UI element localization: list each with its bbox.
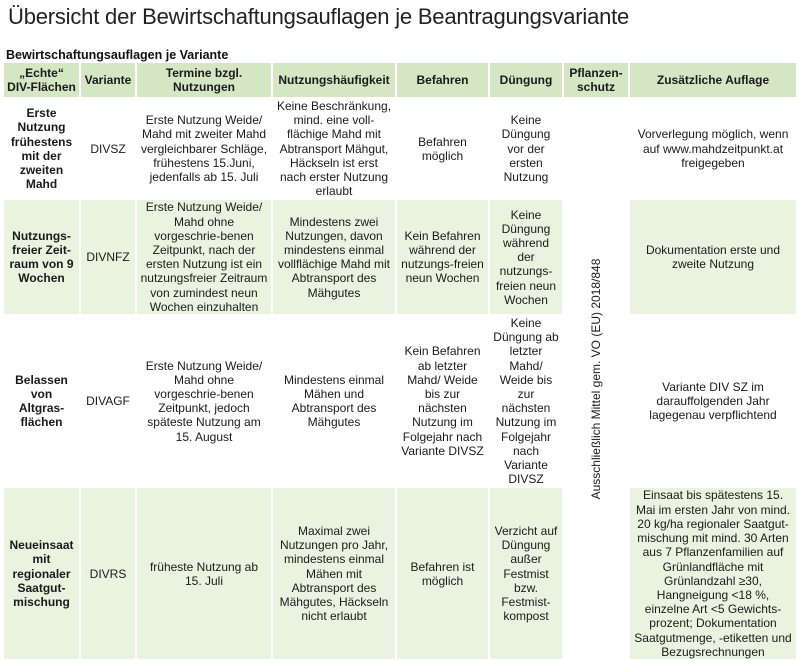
pflanzenschutz-cell (563, 98, 629, 660)
row-haeufigkeit: Keine Beschränkung, mind. eine voll-flächige Mahd mit Abtransport Mähgut, Häckseln ist erst nach erster Nutzung erlaubt (272, 98, 396, 199)
row-variante: DIVRS (80, 487, 136, 659)
row-auflage: Vorverlegung möglich, wenn auf www.mahdzeitpunkt.at freigegeben (629, 98, 796, 199)
row-duengung: Verzicht auf Düngung außer Festmist bzw. Festmist-kompost (489, 487, 563, 659)
table-caption: Bewirtschaftungsauflagen je Variante (6, 48, 229, 62)
row-flaeche: Neueinsaat mit regionaler Saatgut-mischung (4, 487, 80, 659)
row-befahren: Befahren möglich (396, 98, 489, 199)
row-haeufigkeit: Maximal zwei Nutzungen pro Jahr, mindestens einmal Mähen mit Abtransport des Mähgutes, Häckseln nicht erlaubt (272, 487, 396, 659)
row-auflage: Variante DIV SZ im darauffolgenden Jahr lagegenau verpflichtend (629, 315, 796, 487)
header-befahren: Befahren (396, 63, 489, 98)
header-haeufigkeit: Nutzungshäufigkeit (272, 63, 396, 98)
row-befahren: Kein Befahren ab letzter Mahd/ Weide bis zur nächsten Nutzung im Folgejahr nach Variante DIVSZ (396, 315, 489, 487)
row-duengung: Keine Düngung vor der ersten Nutzung (489, 98, 563, 199)
header-duengung: Düngung (489, 63, 563, 98)
row-variante: DIVAGF (80, 315, 136, 487)
row-auflage: Einsaat bis spätestens 15. Mai im ersten Jahr von mind. 20 kg/ha regionaler Saatgut-mischung mit mind. 30 Arten aus 7 Pflanzenfamilien auf Grünlandfläche mit Grünlandzahl ≥30, Hangneigung <18 %, einzelne Art <5 Gewichts-prozent; Dokumentation Saatgutmenge, -etiketten und Bezugsrechnungen (629, 487, 796, 659)
row-befahren: Kein Befahren während der nutzungs-freien neun Wochen (396, 199, 489, 315)
row-variante: DIVSZ (80, 98, 136, 199)
header-pflanzenschutz: Pflanzen-schutz (563, 63, 629, 98)
table-row (4, 199, 796, 315)
pflanzenschutz-text: Ausschließlich Mittel gem. VO (EU) 2018/848 (588, 258, 603, 500)
row-haeufigkeit: Mindestens einmal Mähen und Abtransport des Mähgutes (272, 315, 396, 487)
header-variante: Variante (80, 63, 136, 98)
row-termine: Erste Nutzung Weide/ Mahd mit zweiter Mahd vergleichbarer Schläge, frühestens 15.Juni, jedenfalls ab 15. Juli (136, 98, 272, 199)
row-befahren: Befahren ist möglich (396, 487, 489, 659)
row-auflage: Dokumentation erste und zweite Nutzung (629, 199, 796, 315)
row-duengung: Keine Düngung während der nutzungs-freien neun Wochen (489, 199, 563, 315)
row-termine: Erste Nutzung Weide/ Mahd ohne vorgeschrie-benen Zeitpunkt, nach der ersten Nutzung ist ein nutzungsfreier Zeitraum von zumindest neun Wochen einzuhalten (136, 199, 272, 315)
row-haeufigkeit: Mindestens zwei Nutzungen, davon mindestens einmal vollflächige Mahd mit Abtransport des Mähgutes (272, 199, 396, 315)
header-echte-div: „Echte“ DIV-Flächen (4, 63, 80, 98)
row-variante: DIVNFZ (80, 199, 136, 315)
row-flaeche: Nutzungs-freier Zeit-raum von 9 Wochen (4, 199, 80, 315)
page-title: Übersicht der Bewirtschaftungsauflagen je Beantragungsvariante (8, 4, 630, 29)
table-row (4, 315, 796, 487)
row-flaeche: Erste Nutzung frühestens mit der zweiten Mahd (4, 98, 80, 199)
row-termine: früheste Nutzung ab 15. Juli (136, 487, 272, 659)
table-row (4, 487, 796, 659)
auflagen-table (4, 63, 796, 661)
row-flaeche: Belassen von Altgras-flächen (4, 315, 80, 487)
table-row (4, 98, 796, 199)
header-row (4, 63, 796, 98)
header-auflage: Zusätzliche Auflage (629, 63, 796, 98)
header-termine: Termine bzgl. Nutzungen (136, 63, 272, 98)
row-termine: Erste Nutzung Weide/ Mahd ohne vorgeschrie-benen Zeitpunkt, jedoch späteste Nutzung am 15. August (136, 315, 272, 487)
row-duengung: Keine Düngung ab letzter Mahd/ Weide bis zur nächsten Nutzung im Folgejahr nach Variante DIVSZ (489, 315, 563, 487)
